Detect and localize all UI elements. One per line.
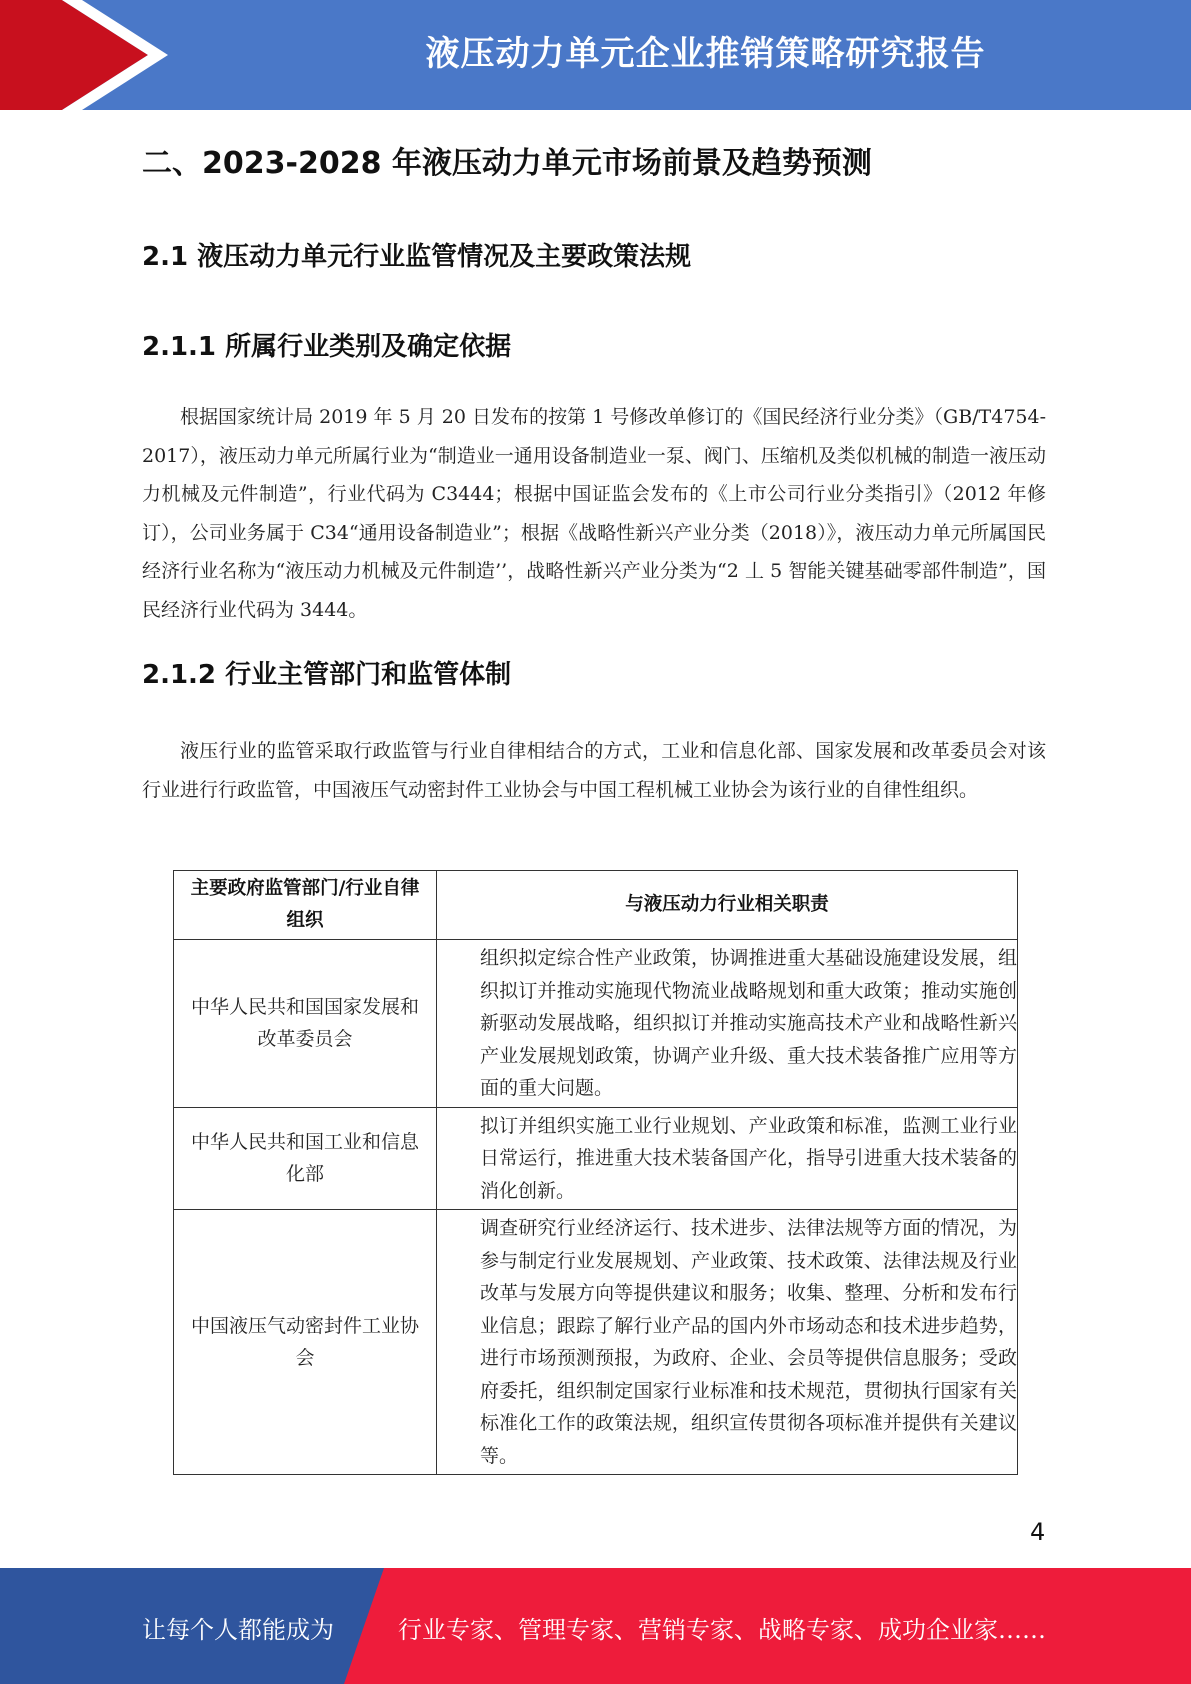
table-row [174, 1107, 1018, 1210]
page-header [0, 0, 1191, 110]
table-row [174, 940, 1018, 1108]
section-heading: 二、2023-2028 年液压动力单元市场前景及趋势预测 [142, 146, 872, 181]
table-cell-org: 中国液压气动密封件工业协会 [174, 1210, 437, 1475]
sub-heading-regulatory-system: 2.1.2 行业主管部门和监管体制 [142, 660, 512, 690]
sub-heading-industry-category: 2.1.1 所属行业类别及确定依据 [142, 332, 512, 362]
table-cell-duty: 组织拟定综合性产业政策，协调推进重大基础设施建设发展，组织拟订并推动实施现代物流业战略规划和重大政策；推动实施创新驱动发展战略，组织拟订并推动实施高技术产业和战略性新兴产业发展规划政策，协调产业升级、重大技术装备推广应用等方面的重大问题。 [437, 940, 1018, 1108]
table-cell-duty: 拟订并组织实施工业行业规划、产业政策和标准，监测工业行业日常运行，推进重大技术装备国产化，指导引进重大技术装备的消化创新。 [437, 1107, 1018, 1210]
industry-category-paragraph: 根据国家统计局 2019 年 5 月 20 日发布的按第 1 号修改单修订的《国民经济行业分类》（GB/T4754-2017），液压动力单元所属行业为“制造业一通用设备制造业一泵、阀门、压缩机及类似机械的制造一液压动力机械及元件制造”，行业代码为 C3444；根据中国证监会发布的《上市公司行业分类指引》（2012 年修订），公司业务属于 C34“通用设备制造业”；根据《战略性新兴产业分类（2018）》，液压动力单元所属国民经济行业名称为“液压动力机械及元件制造’’，战略性新兴产业分类为“2 丄 5 智能关键基础零部件制造”，国民经济行业代码为 3444。 [142, 406, 1046, 621]
page-footer [0, 1568, 1191, 1684]
footer-slogan-right: 行业专家、管理专家、营销专家、战略专家、成功企业家…… [398, 1616, 1046, 1644]
report-title: 液压动力单元企业推销策略研究报告 [425, 34, 986, 74]
table-header-duty: 与液压动力行业相关职责 [437, 871, 1018, 940]
table-header-row [174, 871, 1018, 940]
subsection-heading: 2.1 液压动力单元行业监管情况及主要政策法规 [142, 242, 692, 272]
table-cell-org: 中华人民共和国国家发展和改革委员会 [174, 940, 437, 1108]
table-header-org: 主要政府监管部门/行业自律组织 [174, 871, 437, 940]
regulatory-bodies-table [173, 870, 1018, 1475]
footer-slogan-left: 让每个人都能成为 [142, 1616, 334, 1644]
regulatory-system-paragraph: 液压行业的监管采取行政监管与行业自律相结合的方式，工业和信息化部、国家发展和改革委员会对该行业进行行政监管，中国液压气动密封件工业协会与中国工程机械工业协会为该行业的自律性组织。 [142, 740, 1046, 801]
table-cell-duty: 调查研究行业经济运行、技术进步、法律法规等方面的情况，为参与制定行业发展规划、产业政策、技术政策、法律法规及行业改革与发展方向等提供建议和服务；收集、整理、分析和发布行业信息；跟踪了解行业产品的国内外市场动态和技术进步趋势，进行市场预测预报，为政府、企业、会员等提供信息服务；受政府委托，组织制定国家行业标准和技术规范，贯彻执行国家有关标准化工作的政策法规，组织宣传贯彻各项标准并提供有关建议等。 [437, 1210, 1018, 1475]
table-cell-org: 中华人民共和国工业和信息化部 [174, 1107, 437, 1210]
table-row [174, 1210, 1018, 1475]
page-number: 4 [1030, 1518, 1046, 1546]
